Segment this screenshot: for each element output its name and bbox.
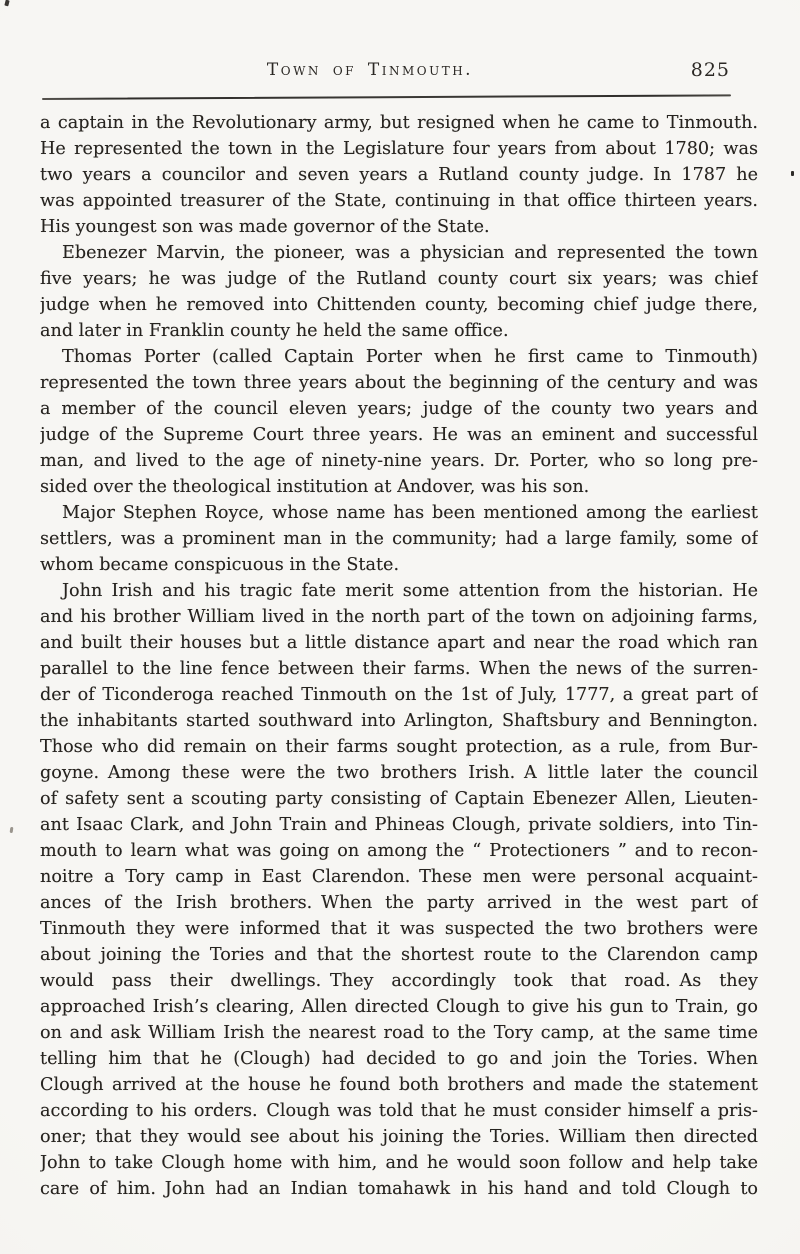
text-line: and built their houses but a little distance apart and near the road which ran — [40, 633, 758, 653]
text-line: Ebenezer Marvin, the pioneer, was a physician and represented the town — [62, 243, 758, 263]
text-line: a member of the council eleven years; judge of the county two years and — [40, 399, 758, 419]
text-line: goyne. Among these were the two brothers Irish. A little later the council — [40, 763, 758, 783]
text-line: two years a councilor and seven years a Rutland county judge. In 1787 he — [40, 165, 758, 185]
text-line: Tinmouth they were informed that it was suspected the two brothers were — [40, 919, 758, 939]
text-line: whom became conspicuous in the State. — [40, 555, 400, 575]
text-line: mouth to learn what was going on among the “ Protectioners ” and to recon- — [40, 841, 758, 861]
text-line: Clough arrived at the house he found both brothers and made the statement — [40, 1075, 758, 1095]
text-line: parallel to the line fence between their farms. When the news of the surren- — [40, 659, 758, 679]
paragraph — [40, 578, 758, 1202]
text-line: care of him. John had an Indian tomahawk in his hand and told Clough to — [40, 1179, 758, 1199]
text-line: was appointed treasurer of the State, continuing in that office thirteen years. — [40, 191, 758, 211]
text-line: and his brother William lived in the north part of the town on adjoining farms, — [40, 607, 758, 627]
paragraph — [40, 344, 758, 500]
text-line: would pass their dwellings. They accordingly took that road. As they — [40, 971, 758, 991]
text-line: ant Isaac Clark, and John Train and Phineas Clough, private soldiers, into Tin- — [40, 815, 758, 835]
ink-speck-left-margin — [10, 827, 14, 833]
text-line: John Irish and his tragic fate merit some attention from the historian. He — [62, 581, 758, 601]
paragraph — [40, 110, 758, 240]
running-header — [42, 60, 758, 90]
text-line: and later in Franklin county he held the same office. — [40, 321, 509, 341]
body-text — [40, 110, 758, 1202]
ink-speck-right-margin — [791, 171, 794, 176]
text-line: about joining the Tories and that the shortest route to the Clarendon camp — [40, 945, 758, 965]
header-rule — [42, 94, 731, 100]
text-line: the inhabitants started southward into Arlington, Shaftsbury and Bennington. — [40, 711, 758, 731]
text-line: approached Irish’s clearing, Allen directed Clough to give his gun to Train, go — [40, 997, 758, 1017]
text-line: a captain in the Revolutionary army, but resigned when he came to Tinmouth. — [40, 113, 758, 133]
text-line: Those who did remain on their farms sought protection, as a rule, from Bur- — [40, 737, 758, 757]
text-line: five years; he was judge of the Rutland county court six years; was chief — [40, 269, 758, 289]
text-line: John to take Clough home with him, and he would soon follow and help take — [40, 1153, 758, 1173]
text-line: telling him that he (Clough) had decided to go and join the Tories. When — [40, 1049, 758, 1069]
text-line: judge when he removed into Chittenden county, becoming chief judge there, — [40, 295, 758, 315]
text-line: according to his orders. Clough was told that he must consider himself a pris- — [40, 1101, 758, 1121]
text-line: judge of the Supreme Court three years. He was an eminent and successful — [40, 425, 758, 445]
page-number: 825 — [690, 59, 730, 81]
text-line: oner; that they would see about his joining the Tories. William then directed — [40, 1127, 758, 1147]
text-line: Thomas Porter (called Captain Porter when he first came to Tinmouth) — [62, 347, 758, 367]
text-line: man, and lived to the age of ninety-nine years. Dr. Porter, who so long pre- — [40, 451, 758, 471]
text-line: His youngest son was made governor of the State. — [40, 217, 490, 237]
page-header-title: Town of Tinmouth. — [266, 60, 474, 80]
text-line: He represented the town in the Legislature four years from about 1780; was — [40, 139, 758, 159]
ink-speck-top-left — [4, 0, 9, 6]
text-line: on and ask William Irish the nearest road to the Tory camp, at the same time — [40, 1023, 758, 1043]
text-line: of safety sent a scouting party consisting of Captain Ebenezer Allen, Lieuten- — [40, 789, 758, 809]
text-line: settlers, was a prominent man in the community; had a large family, some of — [40, 529, 758, 549]
text-line: Major Stephen Royce, whose name has been mentioned among the earliest — [62, 503, 758, 523]
text-line: sided over the theological institution at Andover, was his son. — [40, 477, 590, 497]
text-line: der of Ticonderoga reached Tinmouth on the 1st of July, 1777, a great part of — [40, 685, 758, 705]
text-line: represented the town three years about the beginning of the century and was — [40, 373, 758, 393]
text-line: noitre a Tory camp in East Clarendon. These men were personal acquaint- — [40, 867, 758, 887]
paragraph — [40, 240, 758, 344]
text-line: ances of the Irish brothers. When the party arrived in the west part of — [40, 893, 758, 913]
paragraph — [40, 500, 758, 578]
